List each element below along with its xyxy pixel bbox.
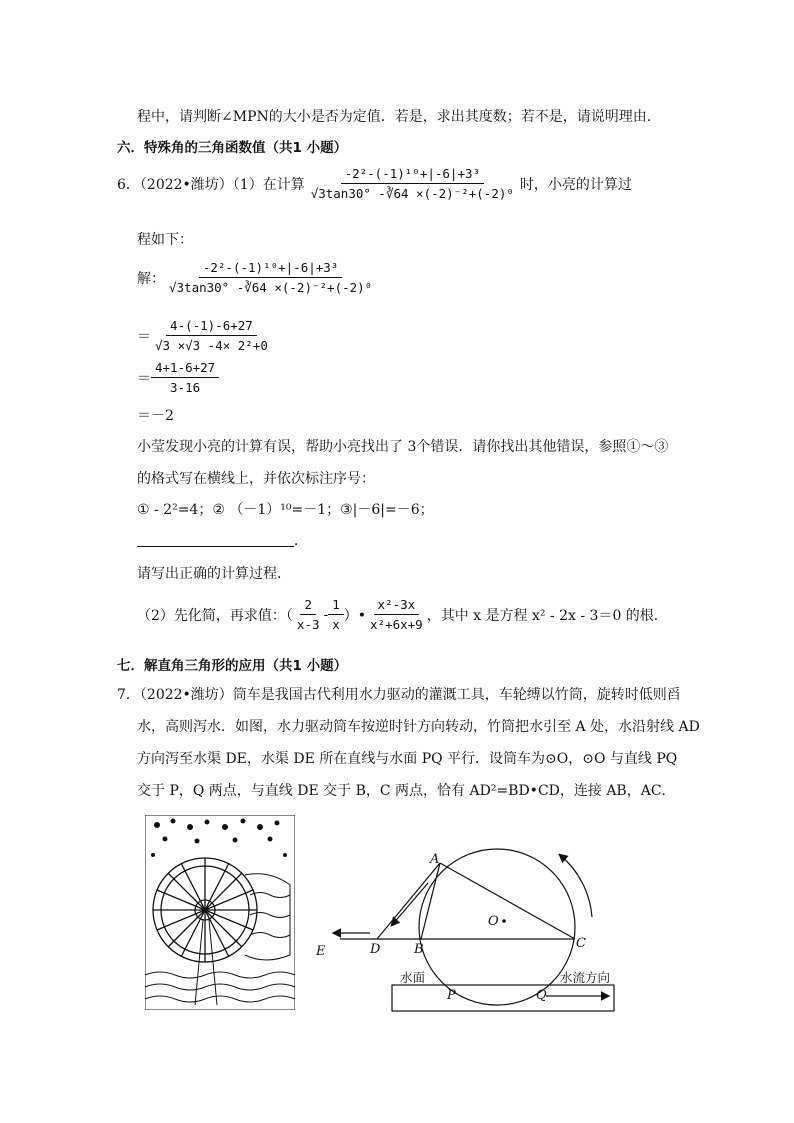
q6-expression-fraction xyxy=(307,166,518,201)
q6-suffix: 时，小亮的计算过 xyxy=(519,176,632,193)
label-q: Q xyxy=(536,988,547,1003)
solution-numerator: -2²-(-1)¹⁰+|-6|+3³ xyxy=(199,260,342,278)
water-surface-label: 水面 xyxy=(400,970,426,985)
q6-paragraph1: 小莹发现小亮的计算有误，帮助小亮找出了 3个错误．请你找出其他错误，参照①～③ xyxy=(137,439,669,455)
label-p: P xyxy=(447,988,456,1003)
step2-numerator: 4+1-6+27 xyxy=(151,360,219,378)
q7-line4: 交于 P，Q 两点，与直线 DE 交于 B，C 两点，恰有 AD²=BD•CD，连接 AB，AC． xyxy=(137,783,676,799)
step1-denominator: √3 ×√3 -4× 2²+0 xyxy=(155,338,268,353)
fraction-numerator: 2 xyxy=(300,597,316,615)
step1-fraction xyxy=(151,318,272,353)
fraction-numerator: 1 xyxy=(328,597,344,615)
q6-frac-numerator: -2²-(-1)¹⁰+|-6|+3³ xyxy=(341,166,484,184)
label-o: O xyxy=(488,914,499,929)
label-c: C xyxy=(576,936,586,951)
section-7-heading: 七．解直角三角形的应用（共1 小题） xyxy=(117,658,348,674)
step2-denominator: 3-16 xyxy=(170,380,201,395)
fraction-1-over-x xyxy=(328,597,344,632)
answer-blank-period: ． xyxy=(294,533,308,549)
solution-step2 xyxy=(137,360,219,395)
label-d: D xyxy=(370,942,381,957)
solution-fraction xyxy=(165,260,376,295)
step1-numerator: 4-(-1)-6+27 xyxy=(166,318,257,336)
q6-line2: 程如下： xyxy=(137,232,193,248)
q6-frac-denominator: √3tan30° -∛64 ×(-2)⁻²+(-2)⁰ xyxy=(310,186,514,201)
q6-line1 xyxy=(117,166,632,201)
top-line: 程中，请判断∠MPN的大小是否为定值．若是，求出其度数；若不是，请说明理由． xyxy=(137,109,661,125)
fraction-quadratic xyxy=(366,597,427,632)
q6-solution-line xyxy=(137,260,376,295)
q7-line2: 水，高则泻水．如图，水力驱动筒车按逆时针方向转动，竹筒把水引至 A 处，水沿射线 AD xyxy=(137,719,700,735)
solution-label: 解： xyxy=(137,270,165,287)
answer-blank-line[interactable] xyxy=(137,546,294,547)
solution-denominator: √3tan30° -∛64 ×(-2)⁻²+(-2)⁰ xyxy=(169,280,373,295)
geometry-diagram xyxy=(310,835,640,1015)
step2-fraction xyxy=(151,360,219,395)
fraction-numerator: x²-3x xyxy=(374,597,420,615)
flow-direction-label: 水流方向 xyxy=(560,970,611,985)
q6-paragraph2: 的格式写在横线上，并依次标注序号： xyxy=(137,471,375,487)
minus-sign: - xyxy=(323,606,329,623)
fraction-denominator: x-3 xyxy=(296,617,320,632)
section-6-heading: 六．特殊角的三角函数值（共1 小题） xyxy=(117,140,348,156)
q7-line3: 方向泻至水渠 DE，水渠 DE 所在直线与水面 PQ 平行．设筒车为⊙O，⊙O 与直线 PQ xyxy=(137,751,678,767)
q7-line1: 7．（2022•潍坊）筒车是我国古代利用水力驱动的灌溉工具，车轮缚以竹筒，旋转时低则舀 xyxy=(117,687,681,703)
fraction-denominator: x xyxy=(332,617,340,632)
solution-step1 xyxy=(137,318,272,353)
q6-part2 xyxy=(137,597,668,632)
q6-errors-list: ① - 2²=4；② （－1）¹⁰=－1；③|－6|=－6； xyxy=(137,502,434,518)
q6-prefix: 6．（2022•潍坊）（1）在计算 xyxy=(117,176,305,193)
fraction-denominator: x²+6x+9 xyxy=(370,617,423,632)
q6-paragraph3: 请写出正确的计算过程． xyxy=(137,566,291,582)
waterwheel-illustration xyxy=(145,815,295,1010)
solution-result: ＝－2 xyxy=(137,408,174,424)
label-e: E xyxy=(316,944,326,959)
equals-sign: ＝ xyxy=(137,328,151,345)
part2-prefix: （2）先化简，再求值：（ xyxy=(137,607,293,624)
fraction-2-over-x-3 xyxy=(293,597,324,632)
part2-suffix: ，其中 x 是方程 x² - 2x - 3＝0 的根． xyxy=(426,607,668,624)
equals-sign: ＝ xyxy=(137,370,151,387)
label-b: B xyxy=(414,942,424,957)
close-paren-dot: ）• xyxy=(343,607,367,624)
label-a: A xyxy=(430,852,440,867)
